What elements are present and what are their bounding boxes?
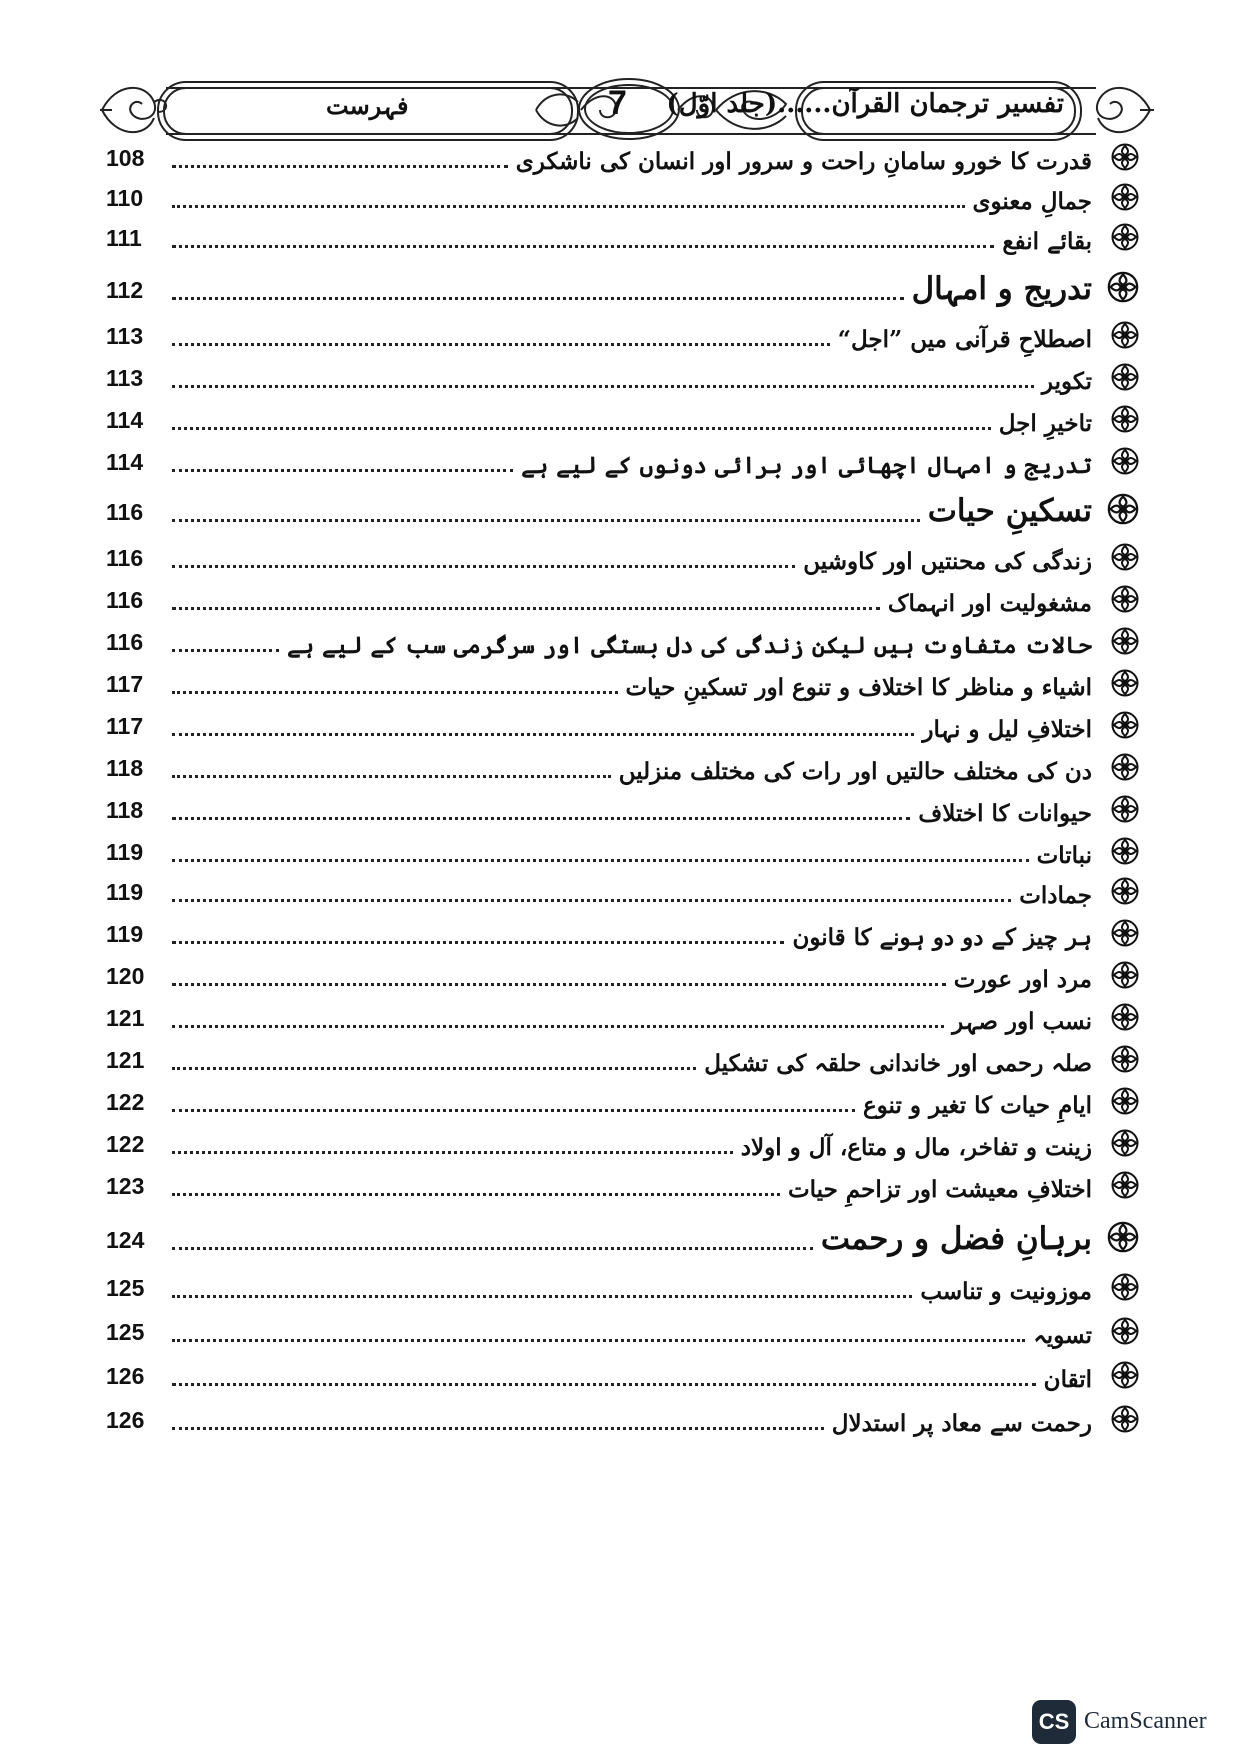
flower-bullet-icon [1110, 404, 1140, 434]
toc-section-heading [80, 1218, 1140, 1262]
toc-entry-title: اشیاء و مناظر کا اختلاف و تنوع اور تسکینِ حیات [625, 673, 1092, 701]
dot-leader [172, 775, 611, 778]
toc-entry-title: جمادات [1019, 881, 1092, 909]
toc-entry [80, 1122, 1140, 1166]
toc-page-number: 120 [106, 963, 145, 989]
toc-entry [80, 1310, 1140, 1354]
toc-page-number: 126 [106, 1407, 145, 1433]
toc-section-heading [80, 490, 1140, 534]
dot-leader [172, 941, 784, 944]
camscanner-logo-icon: CS [1032, 1700, 1076, 1744]
toc-entry-title: ایامِ حیات کا تغیر و تنوع [862, 1091, 1092, 1119]
toc-entry [80, 1164, 1140, 1208]
toc-page-number: 114 [106, 449, 144, 475]
flower-bullet-icon [1110, 542, 1140, 572]
flower-bullet-icon [1110, 362, 1140, 392]
flower-bullet-icon [1106, 492, 1140, 526]
toc-page-number: 110 [106, 185, 144, 211]
dot-leader [172, 1247, 813, 1250]
toc-entry [80, 356, 1140, 400]
flower-bullet-icon [1110, 320, 1140, 350]
toc-entry [80, 314, 1140, 358]
flower-bullet-icon [1110, 1128, 1140, 1158]
toc-section-heading [80, 268, 1140, 312]
toc-page-number: 122 [106, 1131, 145, 1157]
flower-bullet-icon [1110, 626, 1140, 656]
dot-leader [172, 983, 946, 986]
toc-page-number: 121 [106, 1005, 145, 1031]
toc-entry [80, 662, 1140, 706]
flower-bullet-icon [1110, 182, 1140, 212]
toc-entry-title: رحمت سے معاد پر استدلال [831, 1409, 1092, 1437]
dot-leader [172, 385, 1034, 388]
flower-bullet-icon [1110, 836, 1140, 866]
dot-leader [172, 519, 920, 522]
flower-bullet-icon [1110, 1002, 1140, 1032]
toc-page-number: 125 [106, 1275, 145, 1301]
toc-page-number: 108 [106, 145, 145, 171]
toc-page-number: 116 [106, 629, 144, 655]
toc-entry [80, 746, 1140, 790]
toc-entry [80, 1038, 1140, 1082]
toc-section-title: تسکینِ حیات [927, 492, 1092, 529]
toc-entry-title: زندگی کی محنتیں اور کاوشیں [803, 547, 1092, 575]
flower-bullet-icon [1110, 1360, 1140, 1390]
toc-entry [80, 1398, 1140, 1442]
toc-entry [80, 578, 1140, 622]
flower-bullet-icon [1110, 876, 1140, 906]
toc-page-number: 126 [106, 1363, 145, 1389]
toc-entry-title: اصطلاحِ قرآنی میں ”اجل“ [837, 325, 1092, 353]
toc-page-number: 113 [106, 365, 144, 391]
dot-leader [172, 469, 513, 472]
toc-section-title: برہانِ فضل و رحمت [820, 1220, 1092, 1257]
toc-page-number: 124 [106, 1227, 145, 1253]
header-page-number: 7 [608, 84, 627, 122]
toc-entry [80, 216, 1140, 260]
toc-entry-title: زینت و تفاخر، مال و متاع، آل و اولاد [740, 1133, 1092, 1161]
toc-page-number: 114 [106, 407, 144, 433]
dot-leader [172, 607, 880, 610]
dot-leader [172, 1151, 733, 1154]
toc-entry-title: قدرت کا خورو سامانِ راحت و سرور اور انسان کی ناشکری [515, 147, 1092, 175]
dot-leader [172, 817, 910, 820]
dot-leader [172, 245, 994, 248]
toc-page-number: 123 [106, 1173, 145, 1199]
toc-page-number: 121 [106, 1047, 145, 1073]
toc-entry-title: بقائے انفع [1002, 227, 1092, 255]
flower-bullet-icon [1106, 1220, 1140, 1254]
toc-entry-title: نباتات [1036, 841, 1092, 869]
flower-bullet-icon [1110, 1044, 1140, 1074]
flower-bullet-icon [1110, 668, 1140, 698]
dot-leader [172, 205, 965, 208]
toc-section-title: تدریج و امہال [911, 270, 1092, 307]
flower-bullet-icon [1110, 1086, 1140, 1116]
toc-entry-title: مشغولیت اور انہماک [887, 589, 1092, 617]
toc-entry [80, 830, 1140, 874]
flower-bullet-icon [1110, 752, 1140, 782]
toc-entry-title: تدریج و امہال اچھائی اور برائی دونوں کے لیے ہے [521, 451, 1092, 479]
toc-entry-title: مرد اور عورت [953, 965, 1092, 993]
header-book-title: تفسیر ترجمان القرآن......(جلد اوّل) [666, 89, 1064, 119]
toc-page-number: 111 [106, 225, 142, 251]
dot-leader [172, 1025, 944, 1028]
toc-entry [80, 954, 1140, 998]
toc-entry-title: اختلافِ معیشت اور تزاحمِ حیات [787, 1175, 1092, 1203]
toc-entry [80, 1080, 1140, 1124]
toc-entry-title: حالات متفاوت ہیں لیکن زندگی کی دل بستگی اور سرگرمی سب کے لیے ہے [287, 631, 1092, 659]
toc-entry-title: موزونیت و تناسب [920, 1277, 1092, 1305]
dot-leader [172, 1193, 780, 1196]
flower-bullet-icon [1110, 710, 1140, 740]
flower-bullet-icon [1110, 584, 1140, 614]
dot-leader [172, 649, 279, 652]
dot-leader [172, 1383, 1036, 1386]
toc-page-number: 113 [106, 323, 144, 349]
toc-entry-title: تاخیرِ اجل [998, 409, 1092, 437]
toc-entry [80, 996, 1140, 1040]
toc-entry-title: اختلافِ لیل و نہار [922, 715, 1092, 743]
flower-bullet-icon [1110, 222, 1140, 252]
toc-entry [80, 912, 1140, 956]
toc-entry-title: صلہ رحمی اور خاندانی حلقہ کی تشکیل [704, 1049, 1092, 1077]
dot-leader [172, 297, 904, 300]
toc-entry-title: تکویر [1041, 367, 1092, 395]
dot-leader [172, 691, 618, 694]
dot-leader [172, 899, 1011, 902]
toc-entry [80, 620, 1140, 664]
flower-bullet-icon [1110, 446, 1140, 476]
toc-page-number: 117 [106, 671, 144, 697]
toc-entry [80, 788, 1140, 832]
toc-page-number: 119 [106, 879, 144, 905]
toc-page-number: 116 [106, 587, 144, 613]
toc-page-number: 112 [106, 277, 144, 303]
toc-entry [80, 1266, 1140, 1310]
toc-entry-title: جمالِ معنوی [972, 187, 1092, 215]
toc-entry [80, 136, 1140, 180]
toc-entry-title: حیوانات کا اختلاف [918, 799, 1092, 827]
dot-leader [172, 427, 991, 430]
dot-leader [172, 1339, 1025, 1342]
toc-page-number: 118 [106, 755, 144, 781]
toc-entry [80, 870, 1140, 914]
toc-page-number: 125 [106, 1319, 145, 1345]
dot-leader [172, 1067, 696, 1070]
dot-leader [172, 1295, 912, 1298]
dot-leader [172, 565, 795, 568]
camscanner-text: CamScanner [1084, 1708, 1207, 1734]
flower-bullet-icon [1110, 1404, 1140, 1434]
flower-bullet-icon [1110, 1170, 1140, 1200]
flower-bullet-icon [1110, 794, 1140, 824]
toc-page-number: 116 [106, 499, 144, 525]
toc-page-number: 117 [106, 713, 144, 739]
camscanner-watermark [1032, 1700, 1232, 1744]
toc-page-number: 116 [106, 545, 144, 571]
toc-entry-title: تسویہ [1033, 1321, 1092, 1349]
flower-bullet-icon [1110, 918, 1140, 948]
dot-leader [172, 1427, 824, 1430]
flower-bullet-icon [1110, 960, 1140, 990]
flower-bullet-icon [1106, 270, 1140, 304]
toc-entry-title: دن کی مختلف حالتیں اور رات کی مختلف منزلیں [618, 757, 1092, 785]
flower-bullet-icon [1110, 142, 1140, 172]
toc-entry-title: نسب اور صہر [952, 1007, 1092, 1035]
toc-entry-title: اتقان [1043, 1365, 1092, 1393]
dot-leader [172, 859, 1029, 862]
toc-entry-title: ہر چیز کے دو دو ہونے کا قانون [792, 923, 1092, 951]
toc-entry [80, 1354, 1140, 1398]
toc-entry [80, 536, 1140, 580]
flower-bullet-icon [1110, 1316, 1140, 1346]
dot-leader [172, 1109, 855, 1112]
dot-leader [172, 343, 830, 346]
dot-leader [172, 733, 914, 736]
toc-entry [80, 704, 1140, 748]
toc-entry [80, 176, 1140, 220]
toc-page-number: 119 [106, 921, 144, 947]
toc-entry [80, 440, 1140, 484]
header-section-title: فہرست [326, 91, 409, 120]
toc-entry [80, 398, 1140, 442]
dot-leader [172, 165, 508, 168]
toc-page-number: 118 [106, 797, 144, 823]
flower-bullet-icon [1110, 1272, 1140, 1302]
toc-page-number: 122 [106, 1089, 145, 1115]
toc-page-number: 119 [106, 839, 144, 865]
